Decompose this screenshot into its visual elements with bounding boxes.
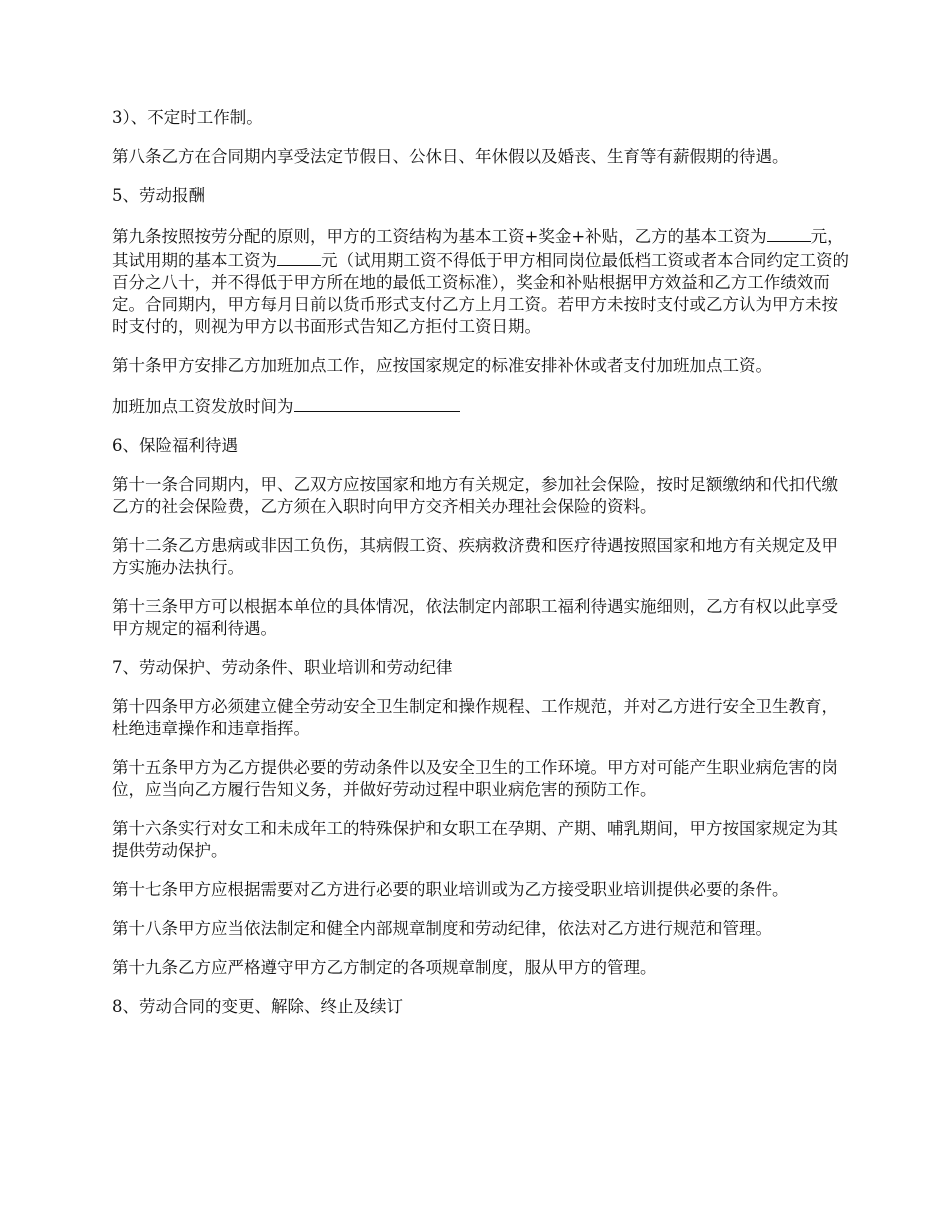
paragraph-article-16: 第十六条实行对女工和未成年工的特殊保护和女职工在孕期、产期、哺乳期间，甲方按国家规定为其提供劳动保护。 [112,819,838,860]
paragraph-irregular-hours: 3）、不定时工作制。 [112,108,263,127]
paragraph-article-19: 第十九条乙方应严格遵守甲方乙方制定的各项规章制度，服从甲方的管理。 [112,958,657,977]
paragraph-article-11: 第十一条合同期内，甲、乙双方应按国家和地方有关规定，参加社会保险，按时足额缴纳和代扣代缴乙方的社会保险费，乙方须在入职时向甲方交齐相关办理社会保险的资料。 [112,475,838,516]
section-heading-contract-changes: 8、劳动合同的变更、解除、终止及续订 [112,997,403,1016]
probation-salary-blank[interactable] [277,248,321,266]
paragraph-article-18: 第十八条甲方应当依法制定和健全内部规章制度和劳动纪律，依法对乙方进行规范和管理。 [112,919,772,938]
overtime-pay-time-label: 加班加点工资发放时间为 [112,397,294,416]
paragraph-overtime-pay-time [112,394,852,418]
paragraph-article-13: 第十三条甲方可以根据本单位的具体情况，依法制定内部职工福利待遇实施细则，乙方有权以此享受甲方规定的福利待遇。 [112,597,838,638]
article-9-text-c: 元（试用期工资不得低于甲方相同岗位最低档工资或者本合同约定工资的百分之八十，并不得低于甲方所在地的最低工资标准），奖金和补贴根据甲方效益和乙方工作绩效而定。合同期内，甲方每月日前以货币形式支付乙方上月工资。若甲方未按时支付或乙方认为甲方未按时支付的，则视为甲方以书面形式告知乙方拒付工资日期。 [112,251,849,336]
paragraph-article-15: 第十五条甲方为乙方提供必要的劳动条件以及安全卫生的工作环境。甲方对可能产生职业病危害的岗位，应当向乙方履行告知义务，并做好劳动过程中职业病危害的预防工作。 [112,758,838,799]
section-heading-labor-protection: 7、劳动保护、劳动条件、职业培训和劳动纪律 [112,658,453,677]
document-page [112,107,852,1018]
paragraph-article-17: 第十七条甲方应根据需要对乙方进行必要的职业培训或为乙方接受职业培训提供必要的条件。 [112,880,789,899]
overtime-pay-time-blank[interactable] [294,394,460,412]
section-heading-remuneration: 5、劳动报酬 [112,186,205,205]
base-salary-blank[interactable] [767,224,811,242]
paragraph-article-10: 第十条甲方安排乙方加班加点工作，应按国家规定的标准安排补休或者支付加班加点工资。 [112,356,772,375]
paragraph-article-8: 第八条乙方在合同期内享受法定节假日、公休日、年休假以及婚丧、生育等有薪假期的待遇。 [112,147,789,166]
paragraph-article-12: 第十二条乙方患病或非因工负伤，其病假工资、疾病救济费和医疗待遇按照国家和地方有关规定及甲方实施办法执行。 [112,536,838,577]
paragraph-article-14: 第十四条甲方必须建立健全劳动安全卫生制定和操作规程、工作规范，并对乙方进行安全卫生教育，杜绝违章操作和违章指挥。 [112,697,838,738]
paragraph-article-9 [112,224,852,338]
article-9-text-a: 第九条按照按劳分配的原则，甲方的工资结构为基本工资+奖金+补贴，乙方的基本工资为 [112,227,767,246]
section-heading-insurance: 6、保险福利待遇 [112,436,238,455]
article-9-text-b: 元，其试用期的基本工资为 [112,227,844,270]
